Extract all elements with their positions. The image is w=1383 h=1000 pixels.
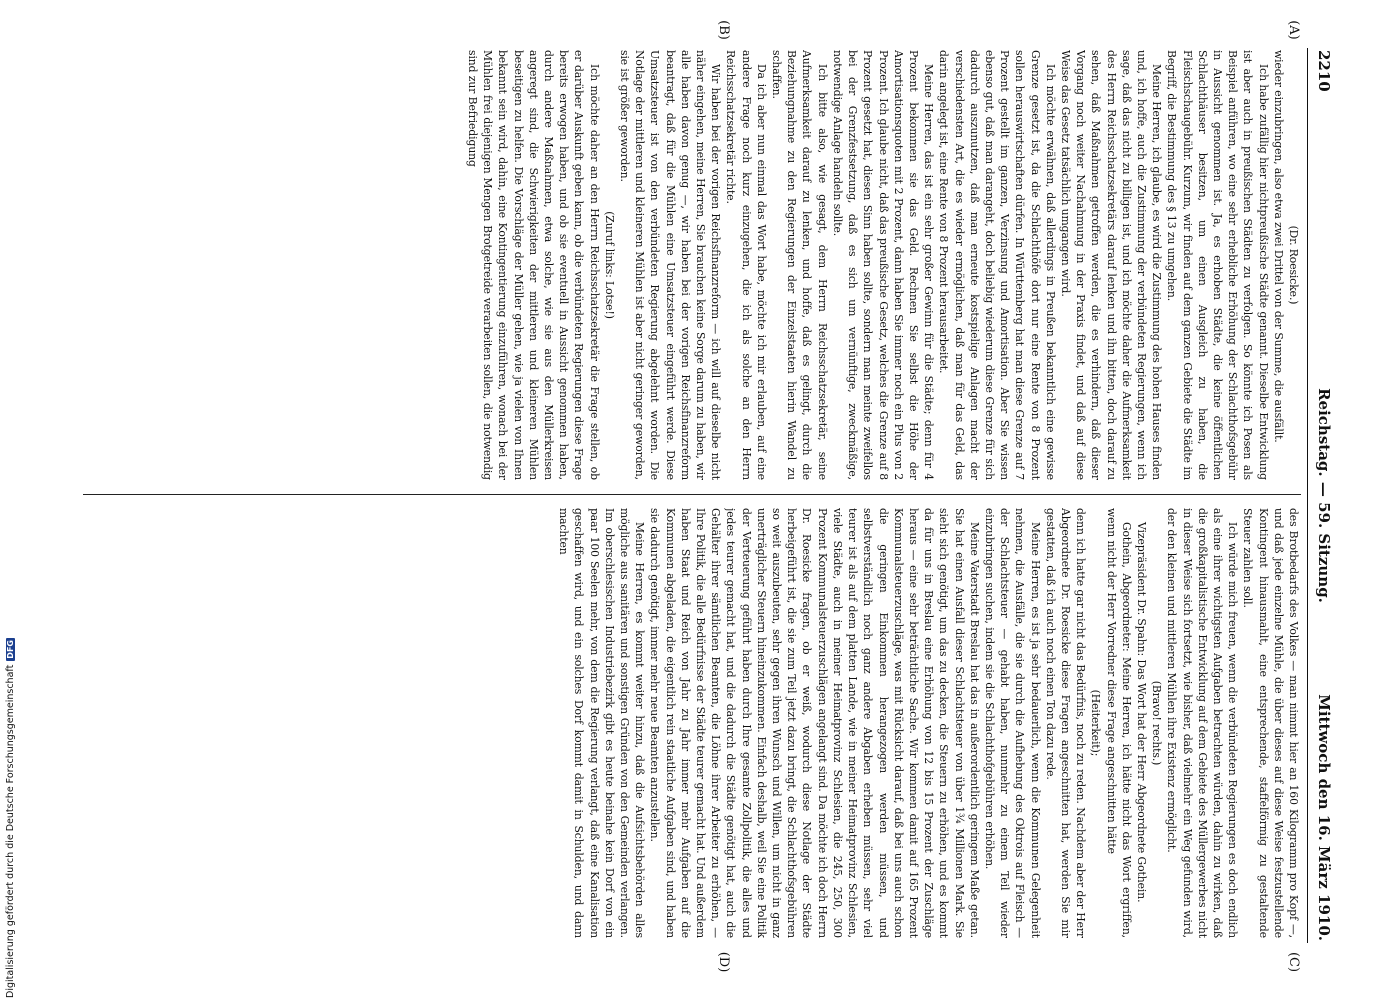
laughter: (Heiterkeit); [1089,689,1103,757]
paragraph: Ich habe zufällig hier nichtpreußische Städte genannt. Dieselbe Entwicklung ist aber auch in preußischen Städten zu verfolgen. So könnte ich Posen als Beispiel anführen, wo eine sehr erhebliche Erhöhung der Schlachthofsgebühr in Aussicht genommen ist. Ja, es erhoben Städte, die keine öffentlichen Schlachthäuser besitzen, um einen Ausgleich zu haben, die Fleischschaugebühr. Kurzum, wir finden auf dem ganzen Gebiete die Städte im Begriff, die Bestimmung des § 13 zu umgehen. [1165,50,1270,480]
margin-mark-d: (D) [716,951,731,973]
paragraph: Ich möchte daher an den Herrn Reichsschatzsekretär die Frage stellen, ob er darüber Auskunft geben kann, ob die verbündeten Regierungen diese Frage bereits erwogen haben, und ob sie eventuell in Aussicht genommen haben, durch andere Maßnahmen, etwa solche, wie sie aus den Müllerkreisen angeregt sind, die Schwierigkeiten der mittleren und kleineren Mühlen beseitigen zu helfen. Die Vorschläge der Müller gehen, wie ja vielen von Ihnen bekannt sein wird, dahin, eine Kontingentierung einzuführen, wonach bei der Mühlen frei diejenigen Mengen Brotgetreide verarbeiten sollen, die notwendig sind zur Befriedigung [466,50,601,480]
header-rule [1307,48,1308,943]
paragraph: Meine Vaterstadt Breslau hat das in außerordentlich geringem Maße getan. Sie hat einen Ausfall dieser Schlachtsteuer von über 1¾ Millionen Mark. Sie sieht sich genötigt, um das zu decken, die Steuern zu erhöhen, und es kommt da für uns in Breslau eine Erhöhung von 12 bis 15 Prozent der Zuschläge heraus — eine sehr beträchtliche Sache. Wir kommen damit auf 165 Prozent Kommunalsteuerzuschläge, was mit Rücksicht darauf, daß bei uns auch schon die geringen Einkommen herangezogen werden müssen, und selbstverständlich noch ganz andere Abgaben erheben müssen, sehr viel teurer ist als auf dem platten Lande, wie in meiner Heimatprovinz Schlesien, viele Städte, auch in meiner Heimatprovinz Schlesien, die 245, 250, 300 Prozent Kommunalsteuerzuschlägen angelangt sind. Da möchte ich doch Herrn Dr. Roesicke fragen, ob er weiß, wodurch diese Notlage der Städte herbeigeführt ist, die sie zum Teil jetzt dazu bringt, die Schlachthofsgebühren so weit auszubeuten, sehr gegen ihren Wunsch und Willen, um nicht in ganz unerträglicher Steuern hineinzukommen. Einfach deshalb, weil Sie eine Politik der Verteuerung geführt haben durch Ihre gesamte Zollpolitik, die alles und jedes teurer gemacht hat, und die dadurch die Städte genötigt hat, auch die Gehälter ihrer sämtlichen Beamten, die Löhne ihrer Arbeiter zu erhöhen, — Ihre Politik, die alle Bedürfnisse der Städte teurer gemacht hat. Und außerdem haben Staat und Reich von Jahr zu Jahr immer mehr Aufgaben auf die Kommunen abgeladen, die eigentlich rein staatliche Aufgaben sind, und haben sie dadurch genötigt, immer mehr neue Beamten anzustellen. [648,508,981,938]
paragraph: denn ich hatte gar nicht das Bedürfnis, noch zu reden. Nachdem aber der Herr Abgeordnete Dr. Roesicke diese Fragen angeschnitten hat, werden Sie mir gestatten, daß ich auch noch einen Ton dazu rede. [1043,508,1088,938]
president-statement: Vizepräsident Dr. Spahn: Das Wort hat der Herr Abgeordnete Gothein. [1134,522,1148,903]
right-column [81,508,1301,938]
rotated-page [80,20,1335,973]
paragraph: Meine Herren, ich glaube, es wird die Zustimmung des hohen Hauses finden und, ich hoffe, auch die Zustimmung der verbündeten Regierungen, wenn ich sage, daß das nicht zu billigen ist, und ich möchte daher die Aufmerksamkeit des Herrn Reichsschatzsekretärs darauf lenken und ihn bitten, doch darauf zu sehen, daß Maßnahmen getroffen werden, die es verhindern, daß dieser Vorgang noch weiter Nachahmung in der Praxis findet, und daß auf diese Weise das Gesetz tatsächlich umgangen wird. [1058,50,1164,480]
column-divider [83,494,1301,495]
paragraph: Wir haben bei der vorigen Reichsfinanzreform — ich will auf dieselbe nicht näher eingehen, meine Herren, Sie brauchen keine Sorge darum zu haben, wir alle haben davon genug —, wir haben bei der vorigen Reichsfinanzreform beantragt, daß für die Mühlen eine Umsatzsteuer eingeführt werde. Diese Umsatzsteuer ist von den verbündeten Regierung abgelehnt worden. Die Notlage der mittleren und kleineren Mühlen ist aber nicht geringer geworden, sie ist größer geworden. [618,50,723,480]
paragraph: Meine Herren, es kommt weiter hinzu, daß die Aufsichtsbehörden alles mögliche aus sanitären und sonstigen Gründen von den Gemeinden verlangen. Im oberschlesischen Industriebezirk gibt es heute beinahe kein Dorf von ein paar 100 Seelen mehr, von dem die Regierung verlangt, daß eine Kanalisation geschaffen wird, und ein solches Dorf kommt damit in Schulden, und dann machten [557,508,647,938]
margin-mark-b: (B) [716,20,731,40]
speaker-label: (Dr. Roesicke.) [1287,225,1300,305]
paragraph: Ich möchte erwähnen, daß allerdings in Preußen bekanntlich eine gewisse Grenze gesetzt ist, da die Schlachthöfe dort nur eine Rente von 8 Prozent sollen herauswirtschaften dürfen. In Württemberg hat man diese Grenze auf 7 Prozent gestellt im ganzen, Verzinsung und Amortisation. Aber Sie wissen ebenso gut, daß man darangeht, doch beliebig wiederum diese Grenze für sich dadurch auszunutzen, daß man erneute kostspielige Anlagen macht der verschiedensten Art, die es wieder ermöglichen, daß man für das Geld, das darin angelegt ist, eine Rente von 8 Prozent herausarbeitet. [937,50,1057,480]
margin-mark-a: (A) [1286,20,1301,40]
paragraph: wieder einzubringen, also etwa zwei Drittel von der Summe, die ausfällt. [1271,50,1285,443]
interjection: (Zuruf links: Lotse!) [602,211,616,319]
page-number: 2210 [1315,50,1333,92]
credit-line [2,600,18,998]
paragraph: Meine Herren, das ist ein sehr großer Gewinn für die Städte; denn für 4 Prozent bekommen sie das Geld. Rechnen Sie selbst die Höhe der Amortisationsquoten mit 2 Prozent, dann haben Sie immer noch ein Plus von 2 Prozent. Ich glaube nicht, daß das preußische Gesetz, welches die Grenze auf 8 Prozent gesetzt hat, diesen Sinn haben sollte, sondern man meinte zweifellos bei der Grenzfestsetzung, daß es sich um vernünftige, zweckmäßige, notwendige Anlage handeln sollte. [830,50,936,480]
paragraph: Gothein, Abgeordneter: Meine Herren, ich hätte nicht das Wort ergriffen, wenn nicht der Herr Vorredner diese Frage angeschnitten hätte [1104,508,1133,938]
paragraph: des Brotbedarfs des Volkes — man nimmt hier an 160 Kilogramm pro Kopf —, und daß jede einzelne Mühle, die über dieses auf diese Weise festzustellende Kontingent hinausmahlt, eine entsprechende, staffelförmig zu gestaltende Steuer zahlen soll. [1241,508,1300,938]
applause: (Bravo! rechts.) [1150,680,1164,766]
dfg-logo: DFG [5,640,15,659]
session-date: Mittwoch den 16. März 1910. [1315,694,1333,941]
digitization-footer [2,600,18,998]
page-header [1313,48,1335,943]
paragraph: Meine Herren, es ist ja sehr bedauerlich, wenn die Kommunen Gelegenheit nehmen, die Ausfälle, die sie durch die Aufhebung des Oktrois auf Fleisch — der Schlachtsteuer — gehabt haben, nunmehr zu einem Teil wieder einzubringen suchen, indem sie die Schlachthofgebühren erhöhen. [982,508,1042,938]
paragraph: Ich bitte also, wie gesagt, dem Herrn Reichsschatzsekretär, seine Aufmerksamkeit darauf zu lenken, und hoffe, daß es gelingt, durch die Beziehungnahme zu den Regierungen der Einzelstaaten hierin Wandel zu schaffen. [770,50,829,480]
paragraph: Ich würde mich freuen, wenn die verbündeten Regierungen es doch endlich als eine ihrer wichtigsten Aufgaben betrachten würden, dahin zu wirken, daß die großkapitalistische Entwicklung auf dem Gebiete des Müllergewerbes nicht in dieser Weise sich fortsetzt, wie bisher, daß vielmehr ein Weg gefunden wird, der den kleinen und mittleren Mühlen ihre Existenz ermöglicht. [1165,508,1240,938]
credit-text: Digitalisierung gefördert durch die Deutsche Forschungsgemeinschaft [4,664,16,998]
left-column [81,50,1301,480]
margin-mark-c: (C) [1286,951,1301,973]
session-title: Reichstag. — 59. Sitzung. [1315,388,1333,603]
paragraph: Da ich aber nun einmal das Wort habe, möchte ich mir erlauben, auf eine andere Frage noch kurz einzugehen, die ich als solche an den Herrn Reichsschatzsekretär richte. [724,50,768,480]
